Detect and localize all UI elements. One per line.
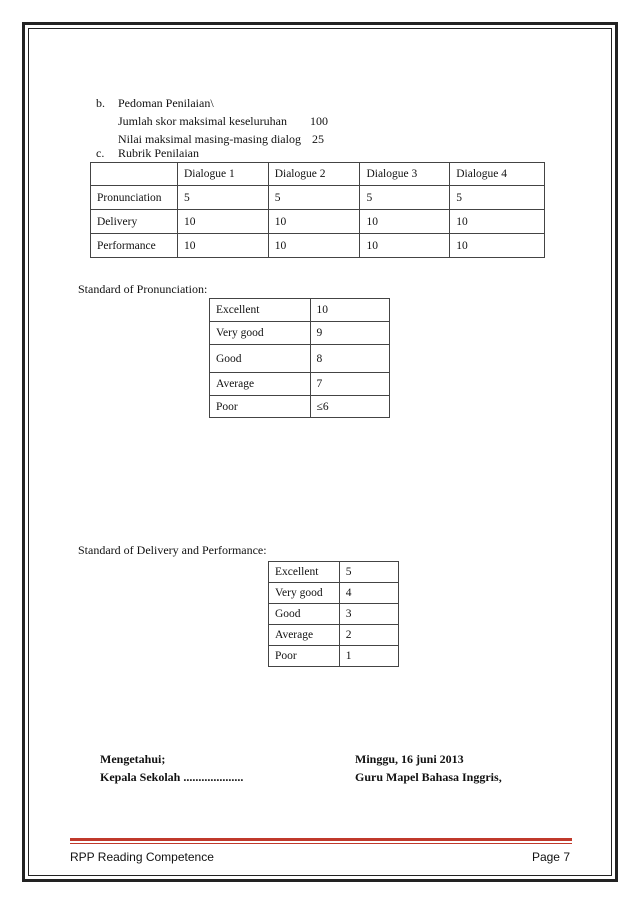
- footer-rule: [70, 838, 572, 841]
- table-header-cell: Dialogue 2: [268, 163, 360, 186]
- pedoman-row-value: 25: [312, 132, 324, 146]
- pedoman-row-value: 100: [310, 114, 328, 128]
- table-row: [269, 646, 399, 667]
- page-border-inner: [28, 28, 612, 876]
- section-b-title: Pedoman Penilaian\: [118, 96, 214, 110]
- table-cell: Very good: [269, 583, 340, 604]
- section-c-label: c.: [96, 146, 105, 160]
- footer-rule-thin: [70, 843, 572, 844]
- table-cell: 10: [268, 234, 360, 258]
- table-cell: Good: [269, 604, 340, 625]
- table-cell: 10: [268, 210, 360, 234]
- table-cell: Performance: [91, 234, 178, 258]
- pronunciation-table: [209, 298, 390, 418]
- table-cell: 8: [310, 345, 389, 373]
- table-cell: 10: [450, 234, 545, 258]
- table-cell: 5: [177, 186, 268, 210]
- table-cell: 3: [339, 604, 398, 625]
- table-cell: 5: [450, 186, 545, 210]
- table-cell: 10: [310, 299, 389, 322]
- footer-title: RPP Reading Competence: [70, 850, 214, 864]
- signature-right-line1: Minggu, 16 juni 2013: [355, 752, 464, 766]
- table-cell: Very good: [210, 322, 311, 345]
- table-header-cell: [91, 163, 178, 186]
- table-cell: 5: [360, 186, 450, 210]
- table-cell: Excellent: [269, 562, 340, 583]
- table-row: [210, 299, 390, 322]
- table-row: [269, 562, 399, 583]
- table-cell: 9: [310, 322, 389, 345]
- table-row: [91, 186, 545, 210]
- table-row: [210, 322, 390, 345]
- table-row: [269, 625, 399, 646]
- table-cell: Average: [269, 625, 340, 646]
- footer-page-number: Page 7: [531, 850, 570, 864]
- table-row: [210, 396, 390, 418]
- table-row: [210, 345, 390, 373]
- delivery-table: [268, 561, 399, 667]
- table-cell: 10: [360, 210, 450, 234]
- table-header-cell: Dialogue 3: [360, 163, 450, 186]
- table-row: [269, 604, 399, 625]
- table-cell: Average: [210, 373, 311, 396]
- table-cell: Pronunciation: [91, 186, 178, 210]
- table-cell: 10: [360, 234, 450, 258]
- pedoman-row-text: Jumlah skor maksimal keseluruhan: [118, 114, 287, 128]
- table-cell: 4: [339, 583, 398, 604]
- signature-left-line1: Mengetahui;: [100, 752, 166, 766]
- table-row: [91, 210, 545, 234]
- table-cell: 5: [268, 186, 360, 210]
- table-row: [210, 373, 390, 396]
- table-cell: Delivery: [91, 210, 178, 234]
- pedoman-row-text: Nilai maksimal masing-masing dialog: [118, 132, 301, 146]
- table-cell: Good: [210, 345, 311, 373]
- table-row: [91, 234, 545, 258]
- signature-left-line2: Kepala Sekolah ....................: [100, 770, 244, 784]
- table-cell: 1: [339, 646, 398, 667]
- table-row: [269, 583, 399, 604]
- table-cell: Poor: [210, 396, 311, 418]
- table-header-row: [91, 163, 545, 186]
- pronunciation-heading: Standard of Pronunciation:: [78, 282, 208, 296]
- table-cell: 10: [177, 234, 268, 258]
- table-cell: Poor: [269, 646, 340, 667]
- signature-right-line2: Guru Mapel Bahasa Inggris,: [355, 770, 502, 784]
- table-cell: ≤6: [310, 396, 389, 418]
- table-cell: 7: [310, 373, 389, 396]
- section-c-title: Rubrik Penilaian: [118, 146, 199, 160]
- table-header-cell: Dialogue 1: [177, 163, 268, 186]
- table-cell: 10: [177, 210, 268, 234]
- rubric-table: [90, 162, 545, 258]
- section-b-label: b.: [96, 96, 105, 110]
- table-cell: 5: [339, 562, 398, 583]
- delivery-heading: Standard of Delivery and Performance:: [78, 543, 267, 557]
- table-cell: 2: [339, 625, 398, 646]
- table-cell: 10: [450, 210, 545, 234]
- table-header-cell: Dialogue 4: [450, 163, 545, 186]
- table-cell: Excellent: [210, 299, 311, 322]
